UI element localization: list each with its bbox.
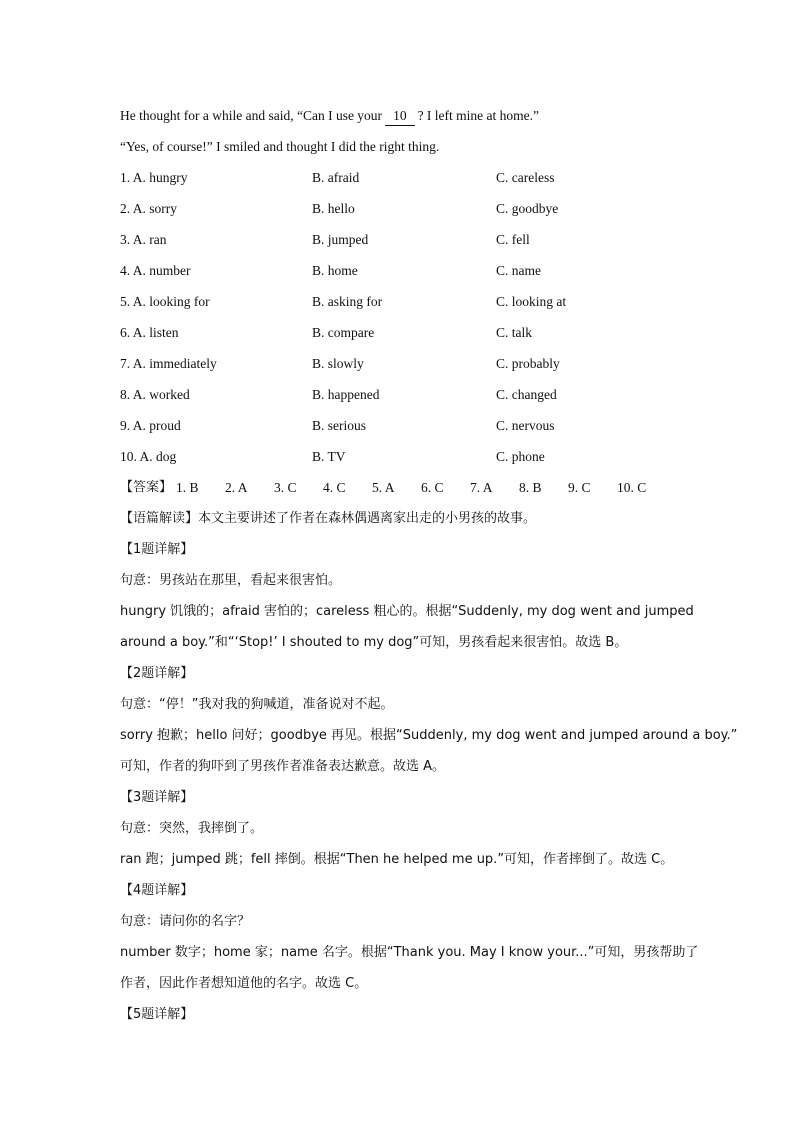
option-b: B. compare [312, 325, 375, 340]
detail-meaning: 句意：请问你的名字？ [120, 914, 251, 929]
option-c: C. name [496, 263, 541, 278]
document-page [120, 100, 738, 1030]
option-c: C. probably [496, 356, 560, 371]
detail-line: around a boy.”和“‘Stop!’ I shouted to my dog”可知，男孩看起来很害怕。故选 B。 [120, 635, 628, 650]
option-a: 5. A. looking for [120, 294, 210, 309]
option-row-10 [120, 441, 680, 472]
answer-item: 10. C [617, 480, 647, 495]
option-b: B. serious [312, 418, 366, 433]
answer-item: 6. C [421, 480, 444, 495]
option-row-4 [120, 255, 680, 286]
option-c: C. nervous [496, 418, 555, 433]
option-b: B. jumped [312, 232, 369, 247]
discourse-analysis [120, 503, 680, 534]
detail-meaning: 句意：男孩站在那里，看起来很害怕。 [120, 573, 342, 588]
detail-line: 可知，作者的狗吓到了男孩作者准备表达歉意。故选 A。 [120, 759, 446, 774]
option-c: C. fell [496, 232, 530, 247]
detail-line: number 数字；home 家；name 名字。根据“Thank you. May I know your...”可知，男孩帮助了 [120, 945, 699, 960]
story-line-1 [120, 100, 680, 131]
detail-section-3 [120, 782, 680, 875]
option-row-9 [120, 410, 680, 441]
detail-heading: 【4题详解】 [120, 883, 194, 898]
option-a: 4. A. number [120, 263, 191, 278]
answer-key [120, 472, 680, 503]
detail-meaning: 句意：突然，我摔倒了。 [120, 821, 264, 836]
detail-heading: 【1题详解】 [120, 542, 194, 557]
option-row-3 [120, 224, 680, 255]
detail-heading: 【2题详解】 [120, 666, 194, 681]
detail-section-2 [120, 658, 738, 782]
option-c: C. careless [496, 170, 555, 185]
option-row-1 [120, 162, 680, 193]
option-a: 7. A. immediately [120, 356, 217, 371]
detail-section-4 [120, 875, 699, 999]
story-blank-10: 10 [385, 107, 415, 126]
story-line-2: “Yes, of course!” I smiled and thought I did the right thing. [120, 139, 440, 154]
answer-item: 9. C [568, 480, 591, 495]
story-line-1-post: ? I left mine at home.” [417, 108, 540, 123]
option-c: C. talk [496, 325, 532, 340]
answer-item: 1. B [176, 480, 199, 495]
answer-label: 【答案】 [120, 480, 173, 495]
options-list [120, 162, 680, 472]
option-c: C. looking at [496, 294, 567, 309]
detail-section-1 [120, 534, 694, 658]
option-b: B. happened [312, 387, 380, 402]
option-b: B. TV [312, 449, 346, 464]
option-row-8 [120, 379, 680, 410]
option-c: C. phone [496, 449, 545, 464]
option-a: 6. A. listen [120, 325, 179, 340]
option-b: B. asking for [312, 294, 383, 309]
answer-item: 8. B [519, 480, 542, 495]
detail-line: sorry 抱歉；hello 问好；goodbye 再见。根据“Suddenly, my dog went and jumped around a boy.” [120, 728, 738, 743]
option-a: 3. A. ran [120, 232, 167, 247]
detail-section-5 [120, 999, 680, 1030]
option-b: B. hello [312, 201, 355, 216]
analysis-label: 【语篇解读】 [120, 511, 199, 526]
answer-item: 4. C [323, 480, 346, 495]
answer-item: 2. A [225, 480, 248, 495]
answer-item: 5. A [372, 480, 395, 495]
option-a: 10. A. dog [120, 449, 177, 464]
option-b: B. afraid [312, 170, 360, 185]
option-row-2 [120, 193, 680, 224]
option-a: 2. A. sorry [120, 201, 177, 216]
option-row-6 [120, 317, 680, 348]
detail-line: ran 跑；jumped 跳；fell 摔倒。根据“Then he helped me up.”可知，作者摔倒了。故选 C。 [120, 852, 674, 867]
option-a: 1. A. hungry [120, 170, 188, 185]
detail-heading: 【5题详解】 [120, 1007, 194, 1022]
option-c: C. goodbye [496, 201, 559, 216]
answer-item: 3. C [274, 480, 297, 495]
option-b: B. home [312, 263, 358, 278]
analysis-text: 本文主要讲述了作者在森林偶遇离家出走的小男孩的故事。 [198, 511, 537, 526]
option-a: 8. A. worked [120, 387, 190, 402]
detail-meaning: 句意：“停！”我对我的狗喊道，准备说对不起。 [120, 697, 394, 712]
answer-item: 7. A [470, 480, 493, 495]
detail-heading: 【3题详解】 [120, 790, 194, 805]
option-b: B. slowly [312, 356, 364, 371]
option-c: C. changed [496, 387, 557, 402]
detail-line: 作者，因此作者想知道他的名字。故选 C。 [120, 976, 368, 991]
detail-line: hungry 饥饿的；afraid 害怕的；careless 粗心的。根据“Suddenly, my dog went and jumped [120, 604, 694, 619]
story-line-1-pre: He thought for a while and said, “Can I use your [120, 108, 383, 123]
option-row-7 [120, 348, 680, 379]
option-row-5 [120, 286, 680, 317]
option-a: 9. A. proud [120, 418, 181, 433]
